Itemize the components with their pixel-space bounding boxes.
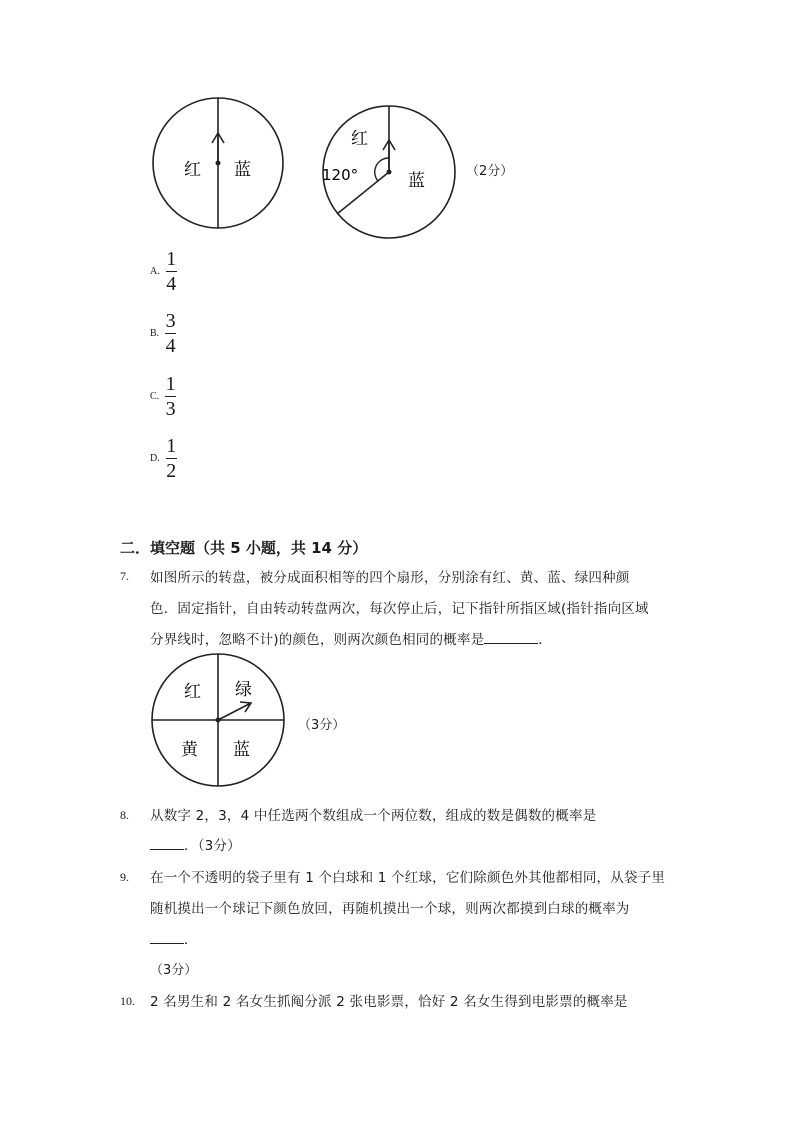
option-b[interactable] (150, 311, 176, 356)
option-a[interactable] (150, 249, 177, 294)
denominator: 3 (165, 398, 176, 421)
sector-label-red: 红 (184, 682, 201, 702)
spinner-half-figure (140, 95, 300, 240)
sector-label-yellow: 黄 (181, 740, 198, 760)
q7-line3 (150, 628, 552, 648)
q8-line2 (150, 834, 241, 854)
sector-label-green: 绿 (235, 680, 252, 700)
option-fraction (165, 311, 176, 356)
spinner1-right-label: 蓝 (234, 160, 251, 180)
spinner1-left-label: 红 (184, 160, 201, 180)
q9-line3-end: ． (184, 932, 198, 948)
q9-number: 9. (120, 870, 129, 884)
q10-number: 10. (120, 994, 135, 1008)
q7-line3-text: 分界线时，忽略不计)的颜色，则两次颜色相同的概率是 (150, 632, 485, 648)
spinner2-top-label: 红 (351, 129, 368, 149)
q8-number: 8. (120, 808, 129, 822)
spinner2-bottom-label: 蓝 (408, 171, 425, 191)
answer-blank[interactable] (484, 631, 538, 644)
spinner-120-figure (318, 100, 468, 245)
section-title: 二．填空题（共 5 小题，共 14 分） (120, 539, 368, 557)
q9-line2: 随机摸出一个球记下颜色放回，再随机摸出一个球，则两次都摸到白球的概率为 (150, 901, 630, 917)
option-letter: D. (150, 453, 160, 465)
option-d[interactable] (150, 436, 177, 481)
q6-score: （2分） (466, 164, 514, 179)
four-color-spinner-figure (148, 652, 293, 792)
answer-blank[interactable] (150, 837, 184, 850)
q9-line3 (150, 928, 198, 948)
sector-label-blue: 蓝 (233, 740, 250, 760)
numerator: 3 (165, 310, 176, 332)
option-letter: B. (150, 328, 160, 340)
numerator: 1 (166, 248, 177, 270)
option-c[interactable] (150, 374, 176, 419)
option-fraction (165, 374, 176, 419)
q7-line2: 色．固定指针，自由转动转盘两次，每次停止后，记下指针所指区域(指针指向区域 (150, 601, 649, 617)
option-fraction (166, 249, 177, 294)
pointer-center-dot (216, 718, 221, 723)
numerator: 1 (166, 435, 177, 457)
pointer-center-dot (387, 170, 392, 175)
q7-line3-end: ． (538, 632, 552, 648)
q9-score: （3分） (150, 963, 198, 978)
answer-blank[interactable] (150, 931, 184, 944)
q9-line1: 在一个不透明的袋子里有 1 个白球和 1 个红球，它们除颜色外其他都相同，从袋子里 (150, 870, 666, 886)
option-letter: C. (150, 391, 160, 403)
q7-number: 7. (120, 569, 129, 583)
denominator: 2 (166, 460, 177, 483)
denominator: 4 (165, 335, 176, 358)
fraction-bar (165, 333, 176, 334)
q10-line1: 2 名男生和 2 名女生抓阄分派 2 张电影票，恰好 2 名女生得到电影票的概率是 (150, 994, 628, 1010)
option-letter: A. (150, 266, 160, 278)
fraction-bar (166, 458, 177, 459)
fraction-bar (165, 396, 176, 397)
q8-line2-end: ．（3分） (184, 838, 241, 854)
fraction-bar (166, 271, 177, 272)
numerator: 1 (165, 373, 176, 395)
q8-line1: 从数字 2，3，4 中任选两个数组成一个两位数，组成的数是偶数的概率是 (150, 808, 597, 824)
option-fraction (166, 436, 177, 481)
pointer-center-dot (216, 161, 221, 166)
q7-score: （3分） (298, 718, 346, 733)
q7-line1: 如图所示的转盘，被分成面积相等的四个扇形，分别涂有红、黄、蓝、绿四种颜 (150, 570, 630, 586)
angle-label: 120° (322, 166, 359, 184)
denominator: 4 (166, 273, 177, 296)
